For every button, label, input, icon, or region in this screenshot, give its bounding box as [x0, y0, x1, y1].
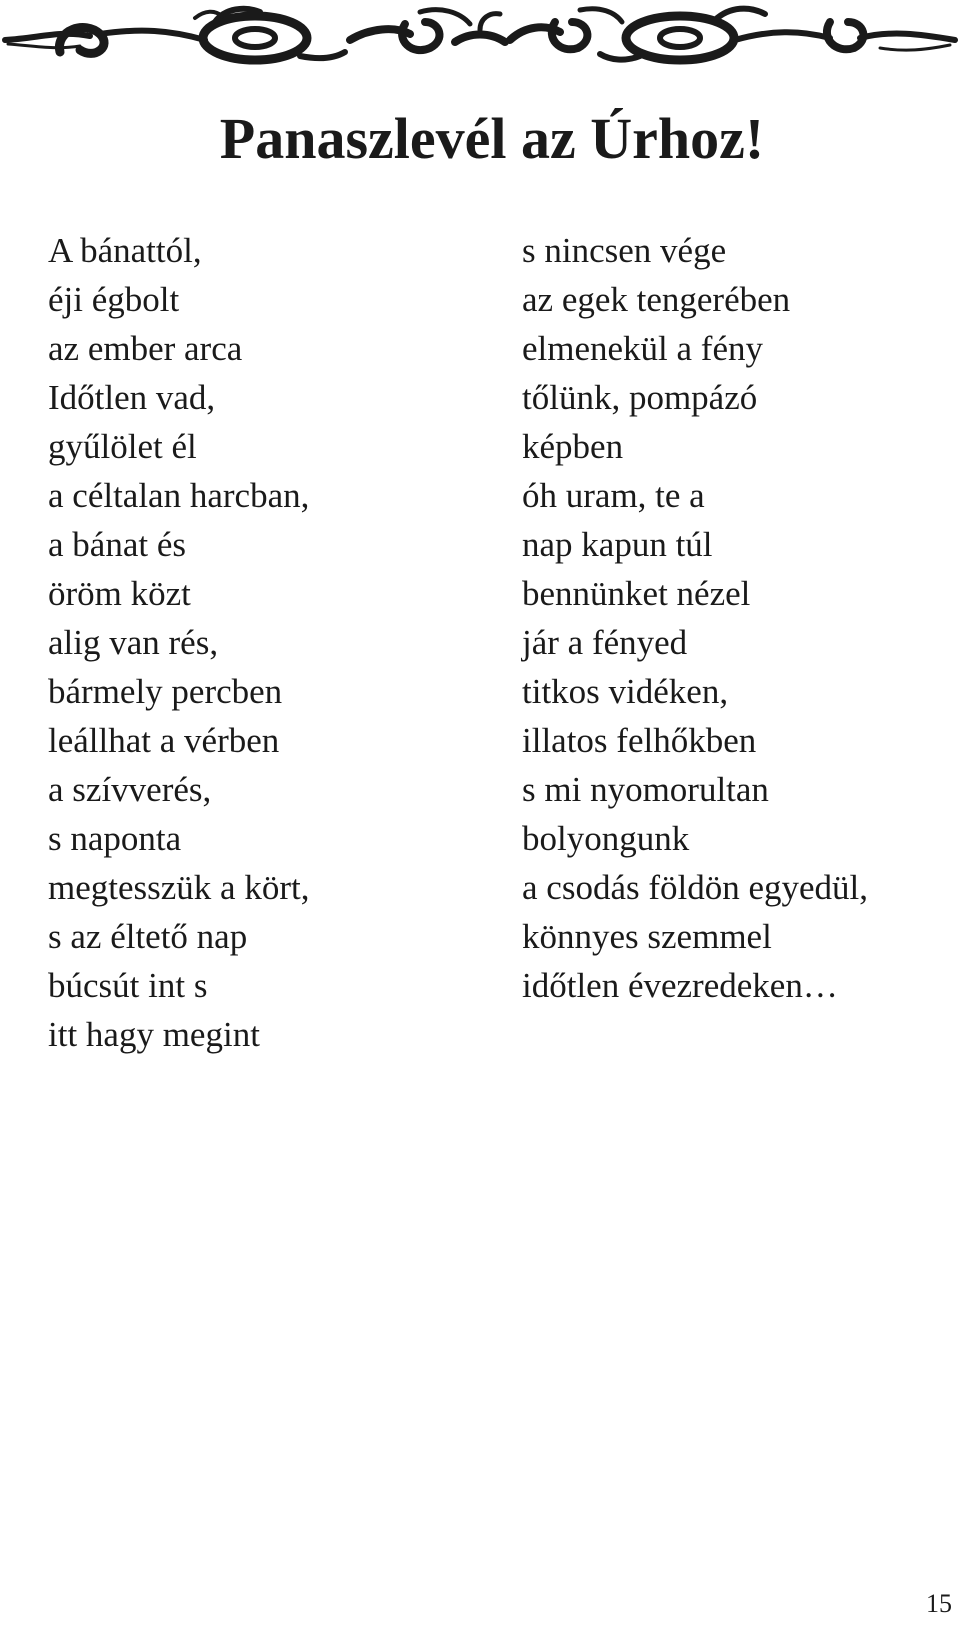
poem-line: óh uram, te a: [522, 476, 705, 515]
poem-left-column: [48, 226, 309, 1059]
page-number: 15: [926, 1589, 952, 1618]
poem-line: s mi nyomorultan: [522, 770, 769, 809]
poem-line: időtlen évezredeken…: [522, 966, 838, 1005]
poem-line: a csodás földön egyedül,: [522, 868, 869, 907]
poem-line: A bánattól,: [48, 231, 202, 270]
poem-line: a céltalan harcban,: [48, 476, 310, 515]
poem-line: jár a fényed: [522, 623, 688, 662]
poem-line: bennünket nézel: [522, 574, 751, 613]
poem-line: búcsút int s: [48, 966, 208, 1005]
poem-line: s az éltető nap: [48, 917, 248, 956]
poem-line: s naponta: [48, 819, 182, 858]
poem-line: öröm közt: [48, 574, 191, 613]
poem-line: képben: [522, 427, 624, 466]
poem-line: illatos felhőkben: [522, 721, 757, 760]
poem-line: alig van rés,: [48, 623, 219, 662]
poem-line: nap kapun túl: [522, 525, 713, 564]
poem-line: Időtlen vad,: [48, 378, 216, 417]
decorative-scroll-border-icon: [0, 0, 960, 80]
poem-line: bármely percben: [48, 672, 283, 711]
poem-line: tőlünk, pompázó: [522, 378, 758, 417]
poem-title: Panaszlevél az Úrhoz!: [219, 106, 765, 171]
poem-line: bolyongunk: [522, 819, 690, 858]
poem-line: a bánat és: [48, 525, 186, 564]
poem-line: itt hagy megint: [48, 1015, 260, 1054]
poem-line: a szívverés,: [48, 770, 212, 809]
poem-line: az egek tengerében: [522, 280, 791, 319]
poem-line: s nincsen vége: [522, 231, 727, 270]
poem-line: gyűlölet él: [48, 427, 197, 466]
poem-line: elmenekül a fény: [522, 329, 764, 368]
poem-right-column: [522, 226, 868, 1010]
poem-line: az ember arca: [48, 329, 243, 368]
poem-line: könnyes szemmel: [522, 917, 772, 956]
poem-line: leállhat a vérben: [48, 721, 280, 760]
poem-line: éji égbolt: [48, 280, 180, 319]
poem-line: megtesszük a kört,: [48, 868, 310, 907]
poem-line: titkos vidéken,: [522, 672, 729, 711]
